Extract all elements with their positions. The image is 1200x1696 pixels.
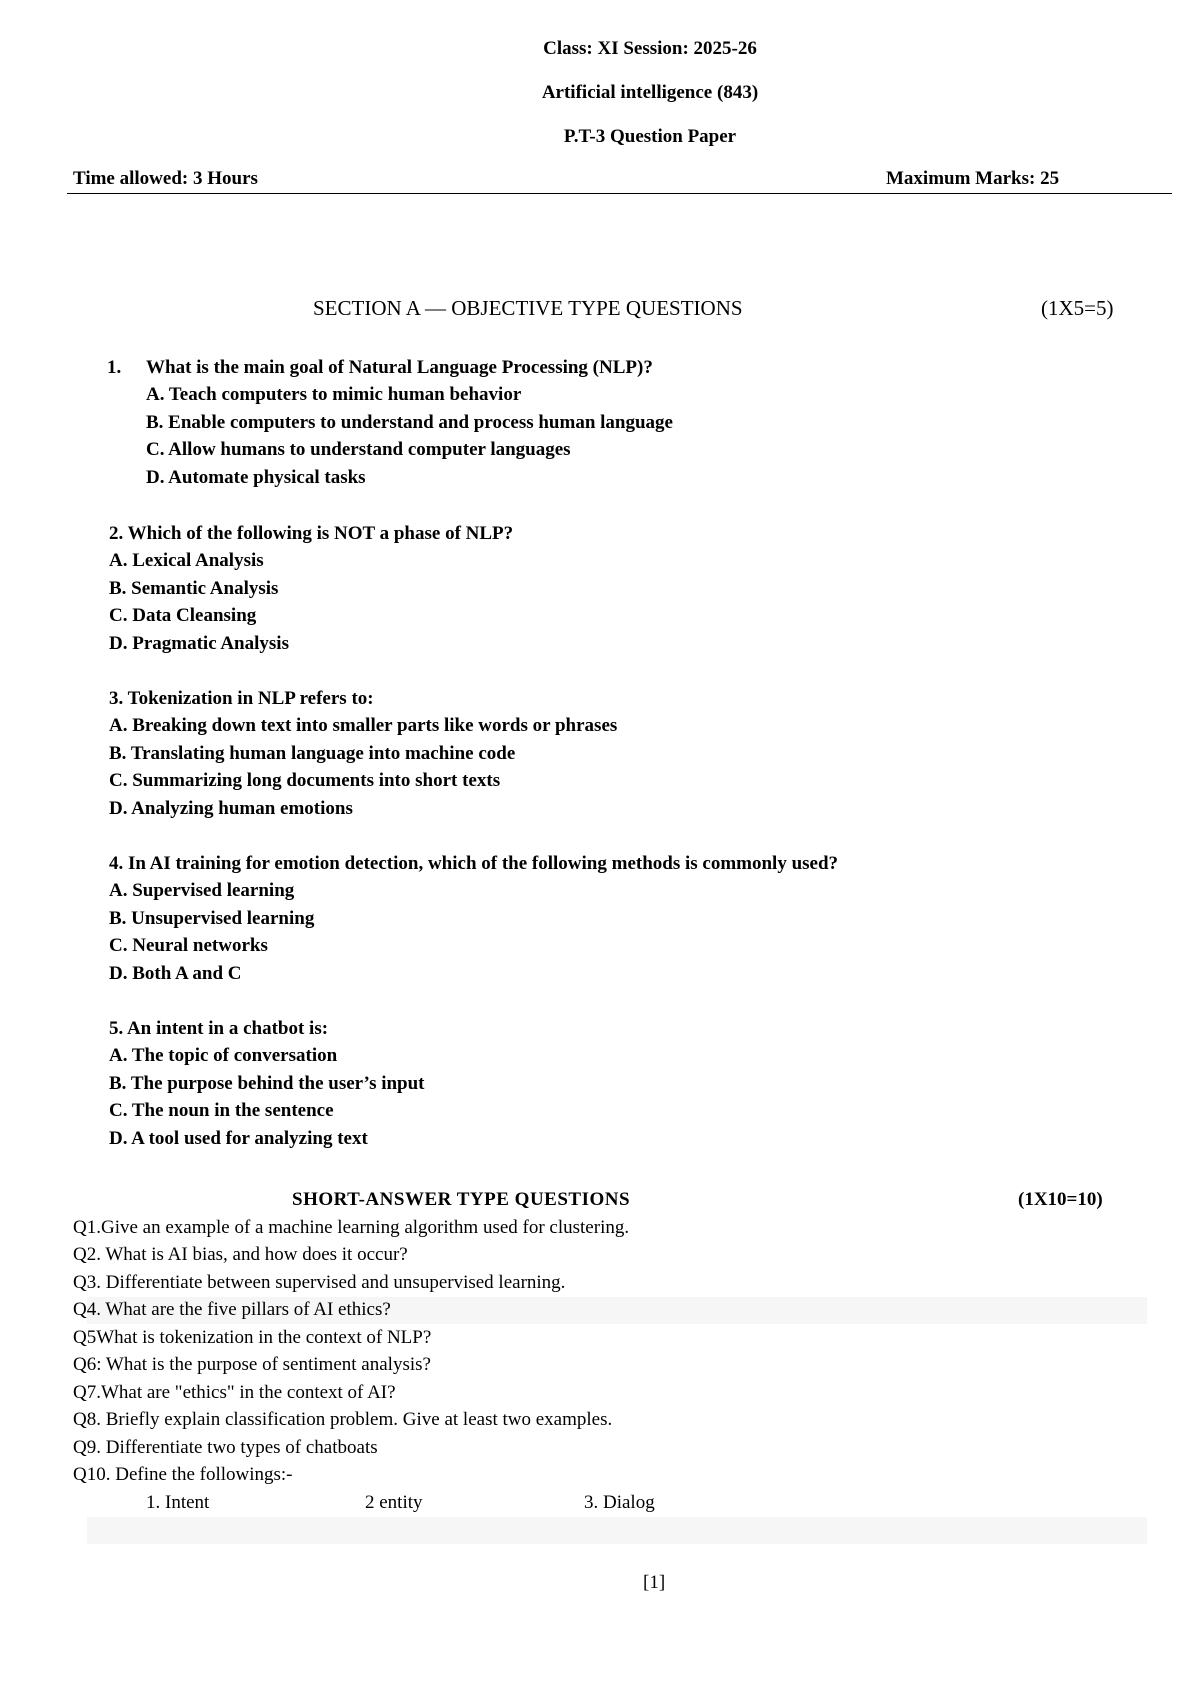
option: D. Analyzing human emotions bbox=[109, 798, 353, 819]
option: B. The purpose behind the user’s input bbox=[109, 1073, 425, 1094]
option: A. Breaking down text into smaller parts like words or phrases bbox=[109, 715, 618, 736]
question-text: 4. In AI training for emotion detection, which of the following methods is commonly used? bbox=[109, 853, 839, 874]
option: C. Data Cleansing bbox=[109, 605, 257, 626]
maximum-marks: Maximum Marks: 25 bbox=[886, 168, 1060, 189]
class-session: Class: XI Session: 2025-26 bbox=[543, 38, 757, 59]
short-question: Q4. What are the five pillars of AI ethics? bbox=[73, 1299, 391, 1320]
highlight-band bbox=[87, 1517, 1147, 1544]
define-term: 3. Dialog bbox=[584, 1492, 655, 1513]
option: B. Unsupervised learning bbox=[109, 908, 315, 929]
short-question: Q8. Briefly explain classification problem. Give at least two examples. bbox=[73, 1409, 613, 1430]
option: A. Supervised learning bbox=[109, 880, 295, 901]
option: A. Lexical Analysis bbox=[109, 550, 264, 571]
section-a-title: SECTION A — OBJECTIVE TYPE QUESTIONS bbox=[313, 296, 743, 320]
short-question: Q3. Differentiate between supervised and unsupervised learning. bbox=[73, 1272, 566, 1293]
header-divider bbox=[67, 193, 1172, 194]
option: C. Summarizing long documents into short texts bbox=[109, 770, 501, 791]
option: A. Teach computers to mimic human behavior bbox=[146, 384, 522, 405]
option: C. Allow humans to understand computer languages bbox=[146, 439, 571, 460]
option: B. Enable computers to understand and process human language bbox=[146, 412, 673, 433]
option: B. Translating human language into machine code bbox=[109, 743, 516, 764]
option: B. Semantic Analysis bbox=[109, 578, 279, 599]
option: D. A tool used for analyzing text bbox=[109, 1128, 368, 1149]
option: D. Both A and C bbox=[109, 963, 242, 984]
short-question: Q6: What is the purpose of sentiment analysis? bbox=[73, 1354, 431, 1375]
define-term: 1. Intent bbox=[146, 1492, 210, 1513]
option: A. The topic of conversation bbox=[109, 1045, 338, 1066]
short-question: Q10. Define the followings:- bbox=[73, 1464, 293, 1485]
option: D. Pragmatic Analysis bbox=[109, 633, 289, 654]
question-text: 3. Tokenization in NLP refers to: bbox=[109, 688, 374, 709]
subject-title: Artificial intelligence (843) bbox=[541, 82, 759, 103]
option: D. Automate physical tasks bbox=[146, 467, 366, 488]
option: C. Neural networks bbox=[109, 935, 268, 956]
question-number: 1. bbox=[107, 357, 122, 378]
question-text: 2. Which of the following is NOT a phase of NLP? bbox=[109, 523, 514, 544]
paper-title: P.T-3 Question Paper bbox=[563, 126, 737, 147]
define-term: 2 entity bbox=[365, 1492, 423, 1513]
short-question: Q9. Differentiate two types of chatboats bbox=[73, 1437, 378, 1458]
short-question: Q7.What are "ethics" in the context of AI? bbox=[73, 1382, 396, 1403]
page-number: [1] bbox=[643, 1572, 666, 1593]
time-allowed: Time allowed: 3 Hours bbox=[73, 168, 258, 189]
question-text: What is the main goal of Natural Language Processing (NLP)? bbox=[146, 357, 653, 378]
option: C. The noun in the sentence bbox=[109, 1100, 334, 1121]
section-a-marks: (1X5=5) bbox=[1041, 296, 1114, 320]
short-question: Q5What is tokenization in the context of NLP? bbox=[73, 1327, 432, 1348]
short-question: Q1.Give an example of a machine learning algorithm used for clustering. bbox=[73, 1217, 630, 1238]
question-text: 5. An intent in a chatbot is: bbox=[109, 1018, 329, 1039]
section-b-title: SHORT-ANSWER TYPE QUESTIONS bbox=[292, 1189, 631, 1210]
section-b-marks: (1X10=10) bbox=[1018, 1189, 1103, 1210]
short-question: Q2. What is AI bias, and how does it occur? bbox=[73, 1244, 408, 1265]
